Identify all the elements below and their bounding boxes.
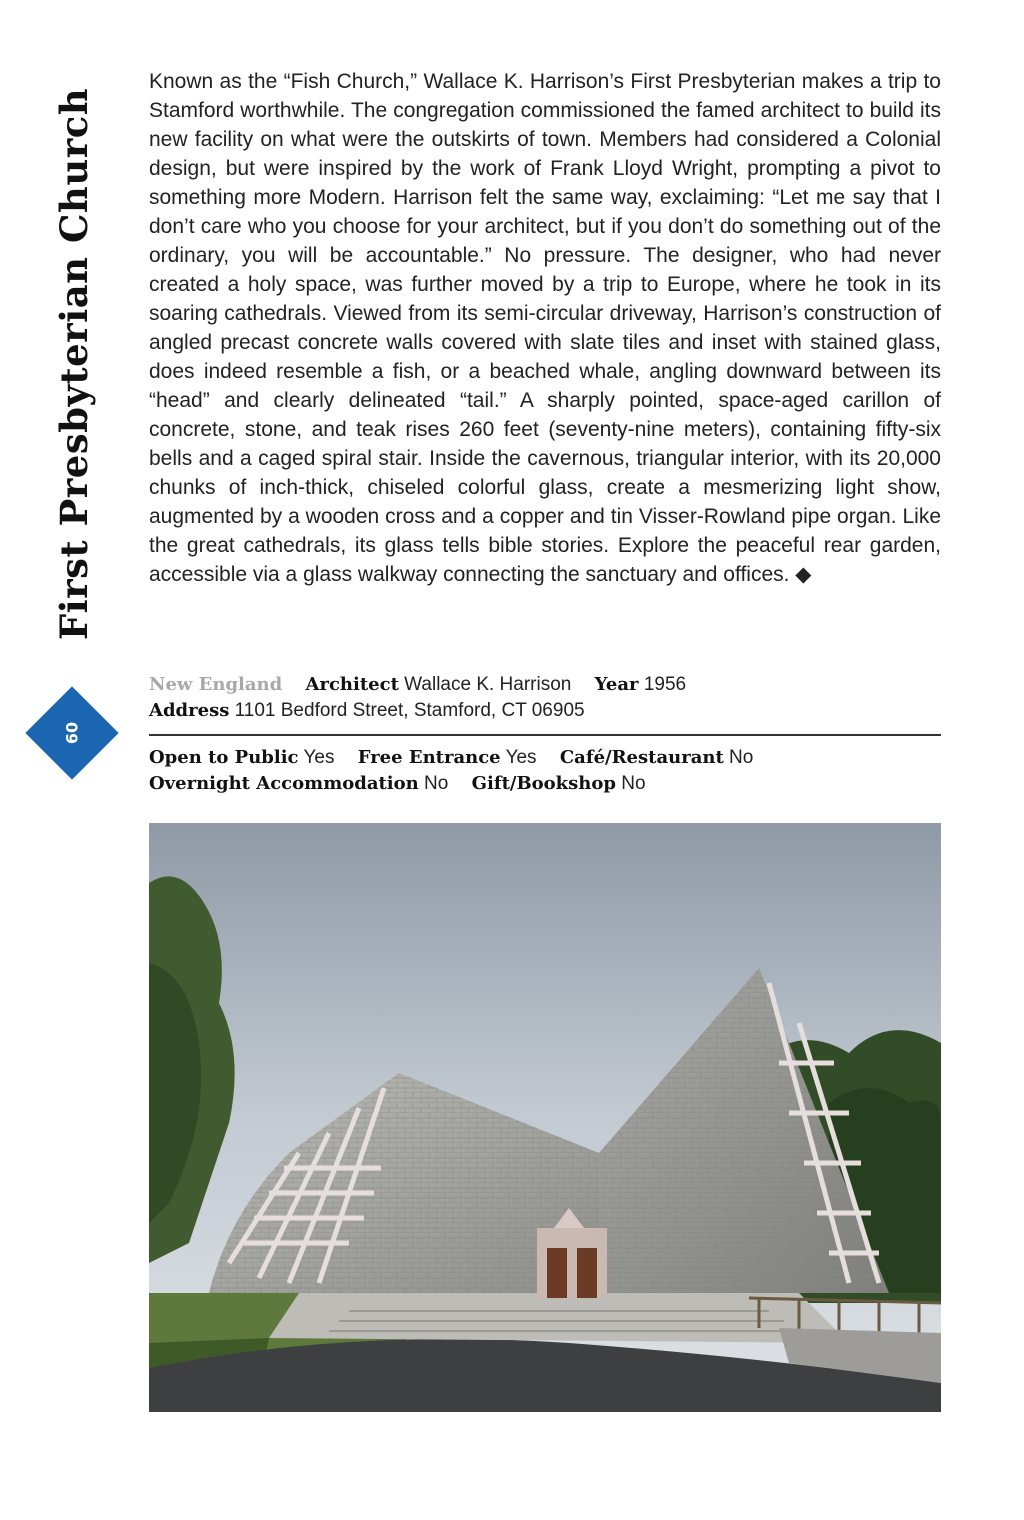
year-value: 1956 <box>643 674 687 695</box>
year-label: Year <box>594 674 639 695</box>
church-photo <box>149 823 941 1412</box>
gift-shop-label: Gift/Bookshop <box>471 773 616 794</box>
page-number: 60 <box>62 721 82 745</box>
free-entrance-label: Free Entrance <box>357 747 501 768</box>
facilities-block <box>149 745 941 797</box>
free-entrance-value: Yes <box>505 747 537 768</box>
cafe-value: No <box>729 747 754 768</box>
open-to-public-label: Open to Public <box>149 747 299 768</box>
divider <box>149 734 941 736</box>
facilities-line-2 <box>149 771 941 797</box>
architect-label: Architect <box>305 674 399 695</box>
page-title: First Presbyterian Church <box>52 87 96 641</box>
info-line-1 <box>149 672 941 698</box>
overnight-label: Overnight Accommodation <box>149 773 419 794</box>
facilities-line-1 <box>149 745 941 771</box>
body-paragraph: Known as the “Fish Church,” Wallace K. Harrison’s First Presbyterian makes a trip to Stamford worthwhile. The congregation commissioned the famed architect to build its new facility on what were the outskirts of town. Members had considered a Colonial design, but were inspired by the work of Frank Lloyd Wright, prompting a pivot to something more Modern. Harrison felt the same way, exclaiming: “Let me say that I don’t care who you choose for your architect, but if you don’t do something out of the ordinary, you will be accountable.” No pressure. The designer, who had never created a holy space, was further moved by a trip to Europe, where he took in its soaring cathedrals. Viewed from its semi-circular driveway, Harrison’s construction of angled precast concrete walls covered with slate tiles and inset with stained glass, does indeed resemble a fish, or a beached whale, angling downward between its “head” and clearly delineated “tail.” A sharply pointed, space-aged carillon of concrete, stone, and teak rises 260 feet (seventy-nine meters), containing fifty-six bells and a caged spiral stair. Inside the cavernous, triangular interior, with its 20,000 chunks of inch-thick, chiseled colorful glass, create a mesmerizing light show, augmented by a wooden cross and a copper and tin Visser-Rowland pipe organ. Like the great cathedrals, its glass tells bible stories. Explore the peaceful rear garden, accessible via a glass walkway connecting the sanctuary and offices. ◆ <box>149 70 941 586</box>
cafe-label: Café/Restaurant <box>559 747 724 768</box>
architect-value: Wallace K. Harrison <box>404 674 572 695</box>
overnight-value: No <box>424 773 449 794</box>
address-label: Address <box>149 700 230 721</box>
region-label: New England <box>149 674 283 695</box>
info-block <box>149 672 941 724</box>
gift-shop-value: No <box>621 773 646 794</box>
open-to-public-value: Yes <box>303 747 335 768</box>
info-line-2 <box>149 698 941 724</box>
address-value: 1101 Bedford Street, Stamford, CT 06905 <box>234 700 585 721</box>
